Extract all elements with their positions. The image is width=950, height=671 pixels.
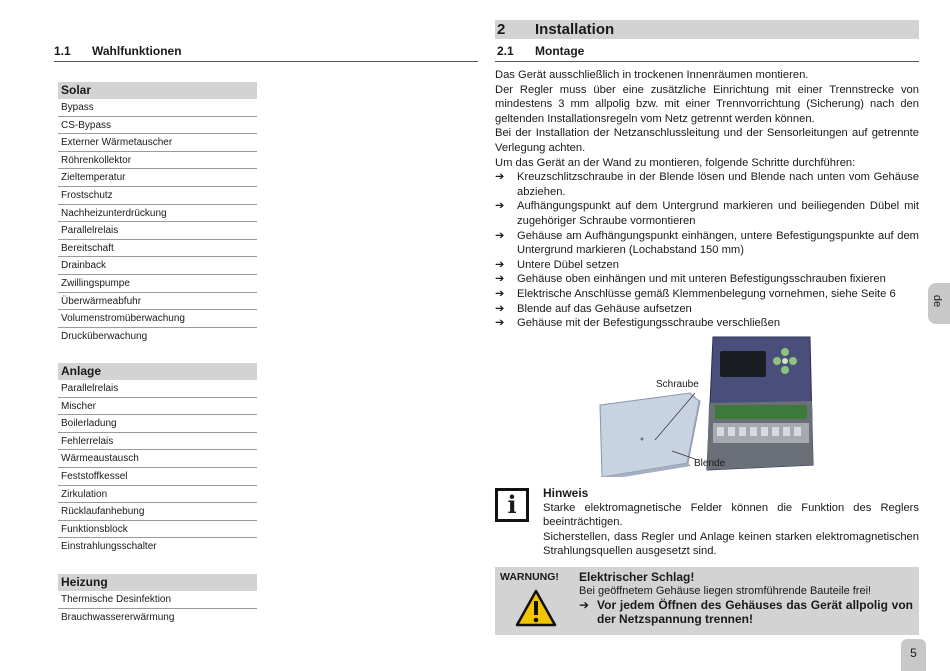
list-item: Parallelrelais	[58, 380, 257, 398]
paragraph: Um das Gerät an der Wand zu montieren, folgende Schritte durchführen:	[495, 156, 856, 169]
paragraphs	[495, 68, 919, 170]
page-number: 5	[901, 639, 926, 671]
list-item: Parallelrelais	[58, 222, 257, 240]
list-item: Fehlerrelais	[58, 433, 257, 451]
paragraph: Bei der Installation der Netzanschlussleitung und der Sensorleitungen auf getrennte Verlegung achten.	[495, 127, 919, 154]
category-0	[58, 82, 257, 345]
controller-housing	[707, 337, 813, 470]
step-item	[495, 287, 919, 302]
step-item	[495, 199, 919, 228]
category-heading: Heizung	[58, 574, 257, 591]
category-heading: Solar	[58, 82, 257, 99]
arrow-icon: ➔	[579, 598, 590, 612]
step-item	[495, 302, 919, 317]
paragraph: Das Gerät ausschließlich in trockenen Innenräumen montieren.	[495, 69, 809, 81]
list-item: Röhrenkollektor	[58, 152, 257, 170]
list-item: Wärmeaustausch	[58, 450, 257, 468]
category-heading: Anlage	[58, 363, 257, 380]
warning-text	[579, 570, 913, 626]
list-item: Brauchwassererwärmung	[61, 611, 175, 623]
section-heading	[54, 44, 478, 62]
step-text: Elektrische Anschlüsse gemäß Klemmenbelegung vornehmen, siehe Seite 6	[517, 287, 896, 300]
step-text: Untere Dübel setzen	[517, 258, 619, 271]
list-item: Bereitschaft	[58, 240, 257, 258]
arrow-icon: ➔	[495, 229, 505, 242]
step-text: Gehäuse am Aufhängungspunkt einhängen, untere Befestigungspunkte auf dem Untergrund markieren (Lochabstand 150 mm)	[517, 229, 919, 257]
step-item	[495, 258, 919, 273]
subsection-title: Montage	[535, 44, 585, 58]
category-2	[58, 574, 257, 626]
category-1	[58, 363, 257, 556]
list-item: Drucküberwachung	[61, 330, 148, 342]
step-text: Gehäuse oben einhängen und mit unteren Befestigungsschrauben fixieren	[517, 273, 886, 286]
subsection-heading	[495, 44, 919, 62]
hint-line: Starke elektromagnetische Felder können die Funktion des Reglers beeinträchtigen.	[543, 501, 919, 529]
steps-list	[495, 170, 919, 331]
paragraph: Der Regler muss über eine zusätzliche Einrichtung mit einer Trennstrecke von mindestens 3 mm allpolig bzw. mit einer Trennvorrichtung (Sicherung) nach den geltenden Installationsregeln vom Netz getrennt werden können.	[495, 83, 919, 125]
info-icon: i	[495, 488, 529, 522]
chapter-heading	[495, 20, 919, 39]
section-number: 1.1	[54, 44, 71, 58]
chapter-number: 2	[497, 21, 506, 38]
list-item: Nachheizunterdrückung	[58, 205, 257, 223]
step-text: Aufhängungspunkt auf dem Untergrund markieren und beiliegenden Dübel mit zugehöriger Schraube vormontieren	[517, 200, 919, 227]
chapter-title: Installation	[535, 21, 615, 38]
arrow-icon: ➔	[495, 317, 505, 330]
cover-plate	[600, 393, 700, 477]
warning-title: Elektrischer Schlag!	[579, 570, 695, 584]
warning-instruction-text: Vor jedem Öffnen des Gehäuses das Gerät allpolig von der Netzspannung trennen!	[597, 598, 913, 626]
hint-title: Hinweis	[543, 486, 589, 500]
list-item: Rücklaufanhebung	[58, 503, 257, 521]
list-item: Boilerladung	[58, 415, 257, 433]
step-item	[495, 316, 919, 331]
subsection-number: 2.1	[497, 44, 514, 58]
arrow-icon: ➔	[495, 302, 505, 315]
label-cover: Blende	[694, 458, 726, 469]
step-text: Gehäuse mit der Befestigungsschraube verschließen	[517, 317, 781, 330]
list-item: Drainback	[58, 257, 257, 275]
arrow-icon: ➔	[495, 258, 505, 271]
step-item	[495, 272, 919, 287]
body-text	[495, 68, 919, 331]
list-item: Frostschutz	[58, 187, 257, 205]
arrow-icon: ➔	[495, 171, 505, 184]
language-tab-label: de	[931, 294, 944, 308]
arrow-icon: ➔	[495, 200, 505, 213]
list-item: Überwärmeabfuhr	[58, 293, 257, 311]
arrow-icon: ➔	[495, 273, 505, 286]
list-item: Feststoffkessel	[58, 468, 257, 486]
label-screw: Schraube	[656, 379, 699, 390]
warning-instruction	[579, 598, 913, 626]
mounting-figure	[595, 335, 820, 477]
hint-line: Sicherstellen, dass Regler und Anlage keinen starken elektromagnetischen Strahlungsquellen ausgesetzt sind.	[543, 530, 919, 558]
list-item: Mischer	[58, 398, 257, 416]
list-item: Externer Wärmetauscher	[58, 134, 257, 152]
step-text: Blende auf das Gehäuse aufsetzen	[517, 302, 692, 315]
language-tab	[928, 283, 950, 324]
list-item: Volumenstromüberwachung	[58, 310, 257, 328]
warning-label: WARNUNG!	[500, 571, 559, 583]
section-title: Wahlfunktionen	[92, 44, 182, 58]
step-text: Kreuzschlitzschraube in der Blende lösen und Blende nach unten vom Gehäuse abziehen.	[517, 171, 919, 198]
list-item: Bypass	[58, 99, 257, 117]
arrow-icon: ➔	[495, 287, 505, 300]
list-item: Thermische Desinfektion	[58, 591, 257, 609]
list-item: Zwillingspumpe	[58, 275, 257, 293]
warning-box	[495, 567, 919, 635]
warning-triangle-icon	[515, 589, 557, 627]
warning-description: Bei geöffnetem Gehäuse liegen stromführende Bauteile frei!	[579, 585, 872, 597]
list-item: Funktionsblock	[58, 521, 257, 539]
list-item: CS-Bypass	[58, 117, 257, 135]
list-item: Einstrahlungsschalter	[61, 541, 157, 553]
hint-text	[543, 486, 919, 559]
list-item: Zieltemperatur	[58, 169, 257, 187]
device-illustration	[595, 335, 820, 477]
step-item	[495, 229, 919, 258]
step-item	[495, 170, 919, 199]
list-item: Zirkulation	[58, 486, 257, 504]
